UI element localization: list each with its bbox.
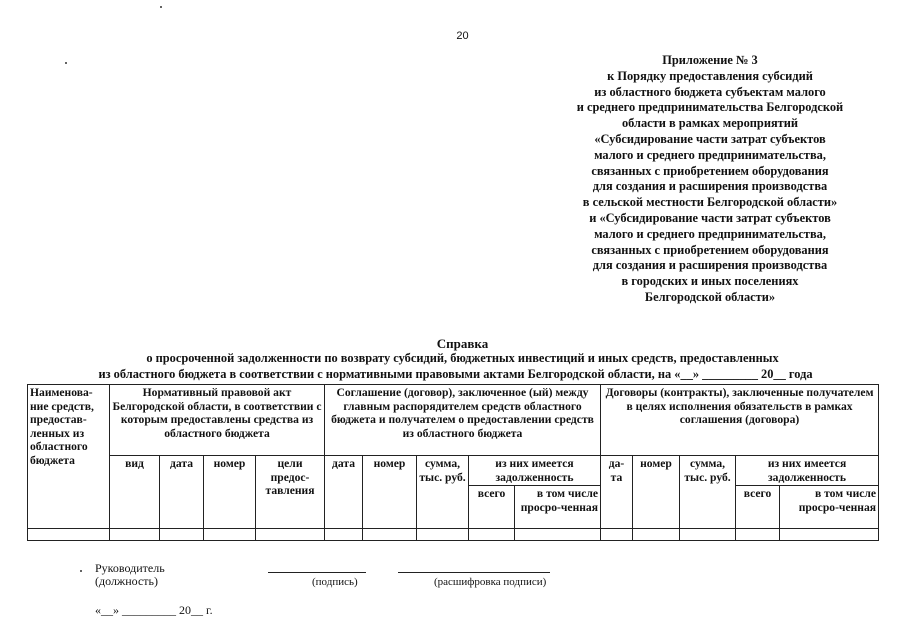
table-cell <box>601 529 633 541</box>
table-cell <box>160 529 204 541</box>
appendix-line: малого и среднего предпринимательства, <box>594 226 826 241</box>
table-cell <box>256 529 325 541</box>
col-agreement-total-header: всего <box>469 486 515 529</box>
col-contract-sum-header: сумма, тыс. руб. <box>680 456 736 529</box>
footer-role: Руководитель <box>95 561 165 575</box>
col-agreement-sum-header: сумма, тыс. руб. <box>417 456 469 529</box>
page-number: 20 <box>456 30 469 42</box>
table-cell <box>363 529 417 541</box>
table-cell <box>325 529 363 541</box>
scan-speck <box>80 570 82 572</box>
appendix-header <box>540 53 880 306</box>
col-vid-header: вид <box>110 456 160 529</box>
document-title: Справка <box>436 336 489 351</box>
appendix-line: и «Субсидирование части затрат субъектов <box>589 210 831 225</box>
scan-speck <box>160 6 162 8</box>
col-contract-debt-header: из них имеется задолженность <box>736 456 879 486</box>
col-agreement-date-header: дата <box>325 456 363 529</box>
subtitle-line-2: из областного бюджета в соответствии с нормативными правовыми актами Белгородской области, на «__» _________ 20__ года <box>98 366 813 381</box>
col-agreement-header: Соглашение (договор), заключенное (ый) между главным распорядителем средств областного бюджета и получателем о предоставлении средств из областного бюджета <box>325 385 601 456</box>
table-cell <box>736 529 780 541</box>
appendix-line: Приложение № 3 <box>662 53 758 67</box>
appendix-line: в сельской местности Белгородской области» <box>582 195 838 210</box>
table-cell <box>515 529 601 541</box>
table-cell <box>780 529 879 541</box>
footer-signature-caption: (подпись) <box>312 576 358 588</box>
decode-line <box>398 572 550 573</box>
appendix-line: области в рамках мероприятий <box>621 116 799 131</box>
col-agreement-number-header: номер <box>363 456 417 529</box>
col-number-header: номер <box>204 456 256 529</box>
document-subtitle <box>40 351 885 382</box>
appendix-line: Белгородской области» <box>644 289 776 304</box>
col-normative-act-header: Нормативный правовой акт Белгородской области, в соответствии с которым предоставлены средства из областного бюджета <box>110 385 325 456</box>
table-header-row-1 <box>28 385 879 456</box>
table-cell <box>110 529 160 541</box>
col-contract-number-header: номер <box>633 456 680 529</box>
table-cell <box>28 529 110 541</box>
footer-decode-caption: (расшифровка подписи) <box>434 576 547 588</box>
appendix-line: для создания и расширения производства <box>592 179 828 194</box>
scan-speck <box>65 62 67 64</box>
signature-line <box>268 572 366 573</box>
col-purpose-header: цели предос-тавления <box>256 456 325 529</box>
footer-role-block <box>95 562 165 588</box>
appendix-line: для создания и расширения производства <box>592 258 828 273</box>
col-date-header: дата <box>160 456 204 529</box>
col-agreement-overdue-header: в том числе просро-ченная <box>515 486 601 529</box>
table-header-row-2 <box>28 456 879 486</box>
col-funds-name-header: Наименова-ние средств, предостав-ленных из областного бюджета <box>28 385 110 529</box>
appendix-line: «Субсидирование части затрат субъектов <box>594 131 826 146</box>
table-cell <box>204 529 256 541</box>
appendix-line: малого и среднего предпринимательства, <box>594 147 826 162</box>
footer-date: «__» _________ 20__ г. <box>95 603 213 617</box>
report-table <box>27 384 879 541</box>
appendix-line: в городских и иных поселениях <box>621 274 799 289</box>
col-contracts-header: Договоры (контракты), заключенные получателем в целях исполнения обязательств в рамках соглашения (договора) <box>601 385 879 456</box>
col-agreement-debt-header: из них имеется задолженность <box>469 456 601 486</box>
footer-position: (должность) <box>95 574 158 588</box>
appendix-line: к Порядку предоставления субсидий <box>607 68 813 83</box>
table-row <box>28 529 879 541</box>
col-contract-overdue-header: в том числе просро-ченная <box>780 486 879 529</box>
table-cell <box>417 529 469 541</box>
col-contract-date-header: да-та <box>601 456 633 529</box>
appendix-line: из областного бюджета субъектам малого <box>594 84 826 99</box>
table-cell <box>469 529 515 541</box>
table-cell <box>680 529 736 541</box>
subtitle-line-1: о просроченной задолженности по возврату субсидий, бюджетных инвестиций и иных средств, предоставленных <box>146 351 779 365</box>
appendix-line: связанных с приобретением оборудования <box>591 163 829 178</box>
appendix-line: связанных с приобретением оборудования <box>591 242 829 257</box>
appendix-line: и среднего предпринимательства Белгородской <box>576 100 844 115</box>
col-contract-total-header: всего <box>736 486 780 529</box>
table-cell <box>633 529 680 541</box>
